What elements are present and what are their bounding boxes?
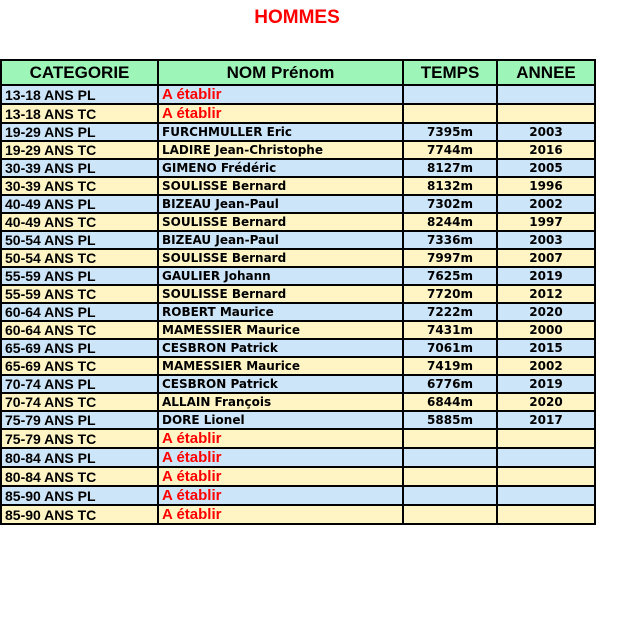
table-row [1,267,595,285]
time-cell: 7419m [403,357,497,375]
year-cell: 2015 [497,339,595,357]
table-row [1,467,595,486]
time-cell [403,467,497,486]
name-cell: A établir [158,486,403,505]
category-cell: 30-39 ANS PL [1,159,158,177]
records-table [0,59,596,525]
name-cell: DORE Lionel [158,411,403,429]
column-header-annee: ANNEE [497,60,595,85]
time-cell: 7720m [403,285,497,303]
name-cell: A établir [158,85,403,104]
year-cell: 2012 [497,285,595,303]
time-cell [403,486,497,505]
year-cell: 2019 [497,267,595,285]
year-cell: 2020 [497,393,595,411]
category-cell: 80-84 ANS TC [1,467,158,486]
year-cell: 2020 [497,303,595,321]
table-row [1,85,595,104]
name-cell: SOULISSE Bernard [158,177,403,195]
year-cell: 2005 [497,159,595,177]
column-header-categorie: CATEGORIE [1,60,158,85]
time-cell: 5885m [403,411,497,429]
category-cell: 65-69 ANS PL [1,339,158,357]
time-cell: 7061m [403,339,497,357]
table-row [1,285,595,303]
year-cell: 2002 [497,195,595,213]
category-cell: 50-54 ANS PL [1,231,158,249]
category-cell: 55-59 ANS TC [1,285,158,303]
category-cell: 85-90 ANS TC [1,505,158,524]
year-cell [497,486,595,505]
name-cell: ALLAIN François [158,393,403,411]
table-row [1,195,595,213]
name-cell: LADIRE Jean-Christophe [158,141,403,159]
table-row [1,321,595,339]
time-cell: 7744m [403,141,497,159]
time-cell: 7395m [403,123,497,141]
category-cell: 80-84 ANS PL [1,448,158,467]
name-cell: A établir [158,505,403,524]
year-cell: 2007 [497,249,595,267]
category-cell: 13-18 ANS PL [1,85,158,104]
name-cell: ROBERT Maurice [158,303,403,321]
table-header-row [1,60,595,85]
name-cell: GAULIER Johann [158,267,403,285]
category-cell: 75-79 ANS TC [1,429,158,448]
time-cell: 7222m [403,303,497,321]
name-cell: A établir [158,104,403,123]
category-cell: 75-79 ANS PL [1,411,158,429]
category-cell: 50-54 ANS TC [1,249,158,267]
table-row [1,213,595,231]
table-row [1,339,595,357]
category-cell: 40-49 ANS PL [1,195,158,213]
column-header-temps: TEMPS [403,60,497,85]
year-cell: 2016 [497,141,595,159]
name-cell: MAMESSIER Maurice [158,357,403,375]
table-row [1,393,595,411]
name-cell: SOULISSE Bernard [158,249,403,267]
year-cell: 2002 [497,357,595,375]
time-cell: 8132m [403,177,497,195]
category-cell: 19-29 ANS PL [1,123,158,141]
name-cell: CESBRON Patrick [158,339,403,357]
table-row [1,505,595,524]
name-cell: FURCHMULLER Eric [158,123,403,141]
category-cell: 13-18 ANS TC [1,104,158,123]
year-cell: 2019 [497,375,595,393]
time-cell: 7302m [403,195,497,213]
category-cell: 40-49 ANS TC [1,213,158,231]
category-cell: 70-74 ANS TC [1,393,158,411]
time-cell [403,85,497,104]
category-cell: 55-59 ANS PL [1,267,158,285]
time-cell: 7625m [403,267,497,285]
year-cell [497,85,595,104]
category-cell: 30-39 ANS TC [1,177,158,195]
year-cell: 2003 [497,231,595,249]
year-cell [497,467,595,486]
name-cell: SOULISSE Bernard [158,285,403,303]
category-cell: 19-29 ANS TC [1,141,158,159]
time-cell: 7431m [403,321,497,339]
time-cell: 6844m [403,393,497,411]
table-row [1,231,595,249]
year-cell: 2000 [497,321,595,339]
category-cell: 60-64 ANS PL [1,303,158,321]
table-row [1,375,595,393]
year-cell [497,429,595,448]
name-cell: BIZEAU Jean-Paul [158,231,403,249]
name-cell: CESBRON Patrick [158,375,403,393]
time-cell: 8127m [403,159,497,177]
category-cell: 85-90 ANS PL [1,486,158,505]
table-row [1,159,595,177]
year-cell: 2017 [497,411,595,429]
time-cell: 7997m [403,249,497,267]
category-cell: 60-64 ANS TC [1,321,158,339]
name-cell: SOULISSE Bernard [158,213,403,231]
year-cell [497,448,595,467]
name-cell: A établir [158,467,403,486]
name-cell: A établir [158,448,403,467]
time-cell: 8244m [403,213,497,231]
column-header-nom-prenom: NOM Prénom [158,60,403,85]
year-cell [497,505,595,524]
table-row [1,303,595,321]
table-row [1,411,595,429]
table-row [1,123,595,141]
time-cell [403,429,497,448]
year-cell [497,104,595,123]
time-cell [403,448,497,467]
time-cell [403,505,497,524]
year-cell: 1996 [497,177,595,195]
name-cell: GIMENO Frédéric [158,159,403,177]
name-cell: BIZEAU Jean-Paul [158,195,403,213]
time-cell: 6776m [403,375,497,393]
time-cell [403,104,497,123]
table-row [1,104,595,123]
table-row [1,249,595,267]
table-row [1,177,595,195]
name-cell: A établir [158,429,403,448]
year-cell: 1997 [497,213,595,231]
page-title: HOMMES [254,7,340,28]
time-cell: 7336m [403,231,497,249]
table-row [1,486,595,505]
table-row [1,448,595,467]
table-row [1,141,595,159]
category-cell: 65-69 ANS TC [1,357,158,375]
category-cell: 70-74 ANS PL [1,375,158,393]
year-cell: 2003 [497,123,595,141]
table-row [1,429,595,448]
name-cell: MAMESSIER Maurice [158,321,403,339]
table-row [1,357,595,375]
